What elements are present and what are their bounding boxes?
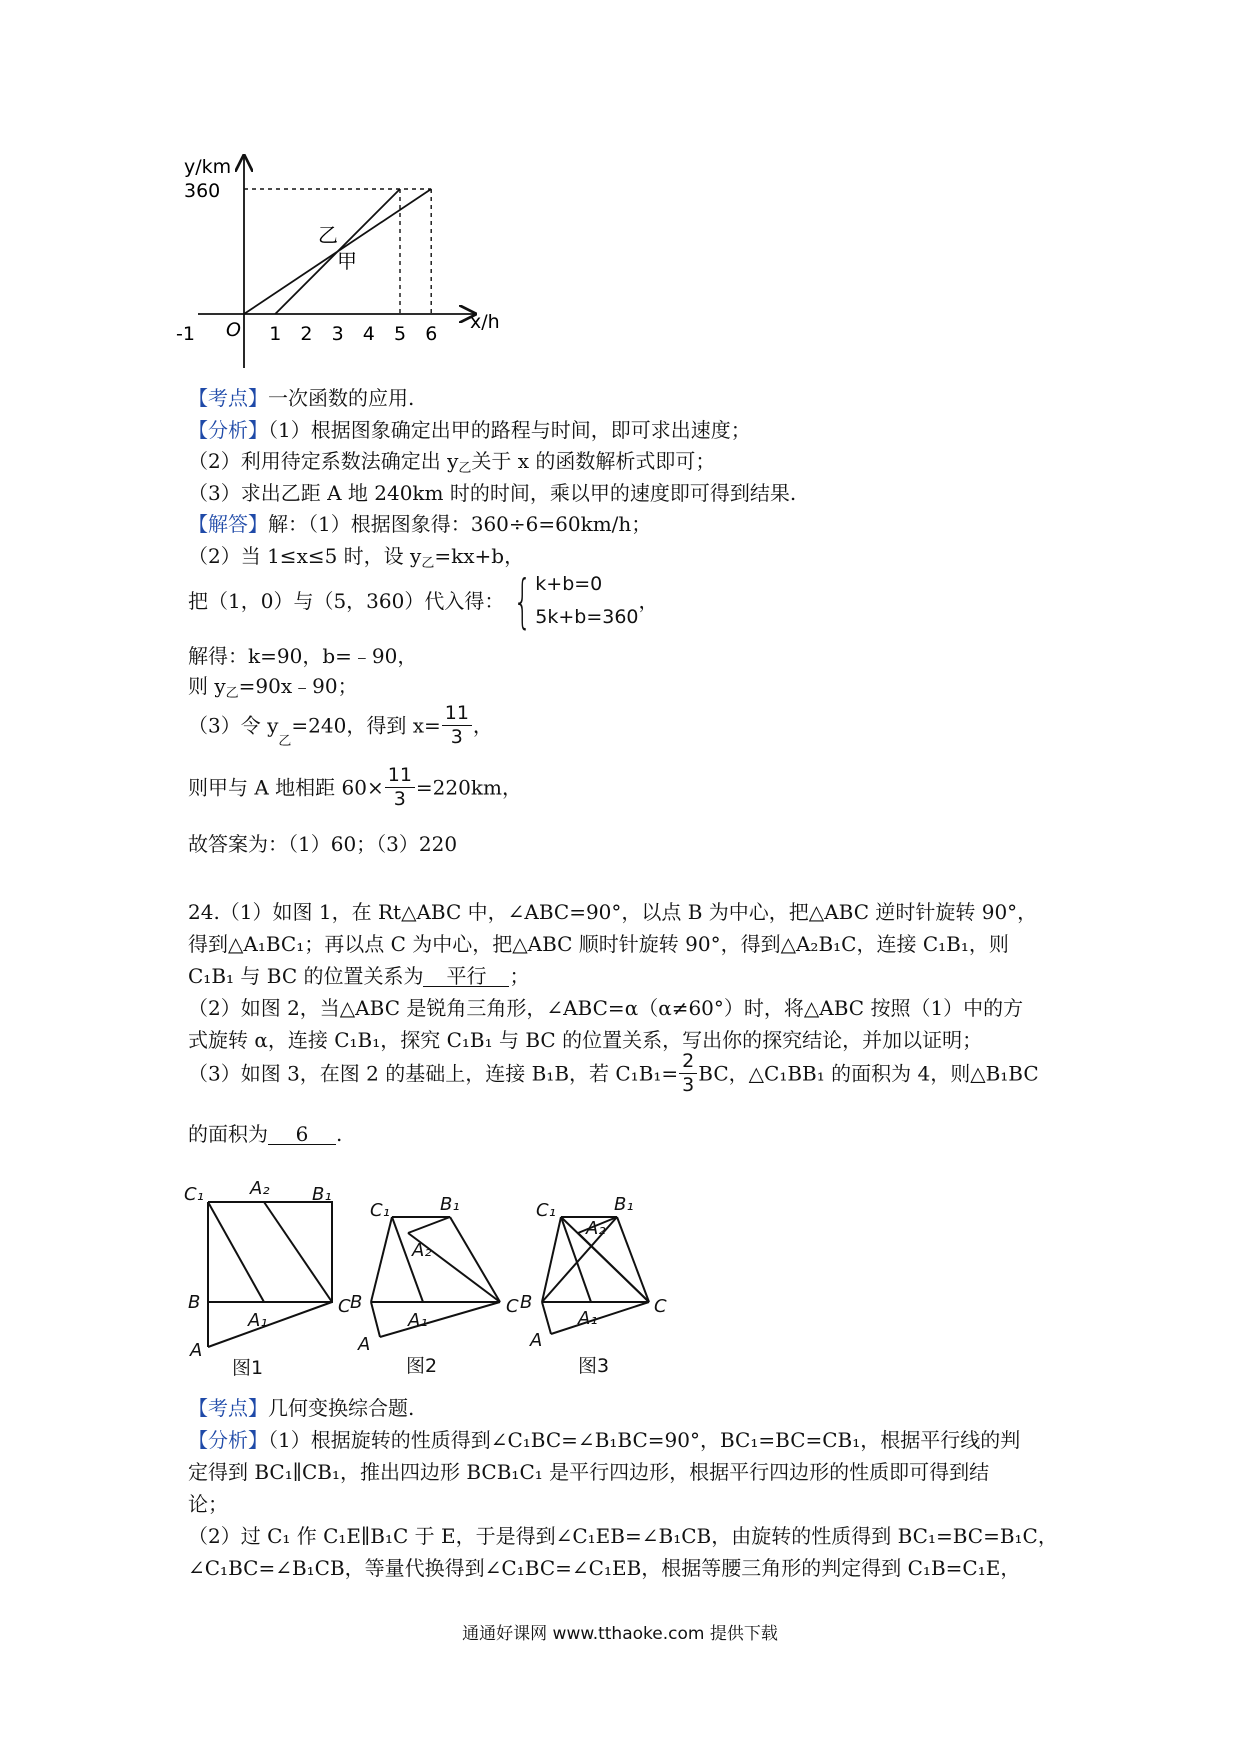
q23-distance: [188, 764, 522, 811]
fig2-label-C: C: [506, 1296, 519, 1317]
x-tick-2: 2: [300, 323, 313, 345]
equation-system: { k+b=0 5k+b=360: [513, 567, 639, 635]
fig1-caption: 图1: [232, 1357, 264, 1379]
x-tick-4: 4: [362, 323, 375, 345]
fenxi-text-1: （1）根据图象确定出甲的路程与时间，即可求出速度；: [268, 418, 751, 442]
fig3-caption: 图3: [578, 1355, 610, 1377]
y-tick-360: 360: [184, 180, 221, 202]
fig3-label-B: B: [520, 1292, 533, 1313]
fig2-label-A2: A₂: [412, 1240, 432, 1261]
q24-fenxi-3: 论；: [188, 1492, 228, 1516]
q23-fenxi-3: （3）求出乙距 A 地 240km 时的时间，乘以甲的速度即可得到结果.: [188, 481, 797, 505]
q24-fenxi-tag: 【分析】: [188, 1428, 268, 1452]
fig3-label-A1: A₁: [578, 1308, 598, 1329]
fig1-label-B1: B₁: [312, 1184, 332, 1205]
jieda-tag: 【解答】: [188, 512, 268, 536]
fenxi-2-part-b: 关于 x 的函数解析式即可；: [471, 449, 716, 473]
fig1-label-C: C: [338, 1296, 351, 1317]
x-axis-label: x/h: [470, 311, 500, 333]
distance-time-graph: [170, 150, 510, 370]
q23-solve: 解得：k=90，b=﹣90，: [188, 644, 418, 668]
jieda-2-sub: 乙: [421, 556, 435, 571]
q24-line-6-b: BC，△C₁BB₁ 的面积为 4，则△B₁BC: [698, 1061, 1039, 1086]
substitution-text: 把（1，0）与（5，360）代入得：: [188, 589, 505, 613]
fig3-label-C1: C₁: [536, 1200, 556, 1221]
fenxi-2-part-a: （2）利用待定系数法确定出 y: [188, 449, 459, 473]
series-label-yi: 乙: [318, 223, 338, 247]
then-part-a: 则 y: [188, 674, 226, 698]
q24-kaodian-text: 几何变换综合题.: [268, 1396, 415, 1420]
q24-line-3-b: ；: [509, 964, 530, 988]
distance-part-b: =220km，: [415, 775, 522, 800]
fraction-2-3: $\frac{2}{3}$: [679, 1050, 697, 1097]
y-axis-label: y/km: [184, 156, 232, 178]
page-footer: 通通好课网 www.tthaoke.com 提供下载: [462, 1624, 778, 1644]
fraction-11-3-b: $\frac{11}{3}$: [385, 764, 415, 811]
kaodian-tag: 【考点】: [188, 386, 268, 410]
x-tick-neg1: -1: [176, 323, 195, 345]
q24-fenxi-1: [188, 1430, 1020, 1450]
series-label-jia: 甲: [337, 249, 357, 273]
kaodian-text: 一次函数的应用.: [268, 386, 415, 410]
fig2-label-B1: B₁: [440, 1194, 460, 1215]
q24-line-3: [188, 966, 529, 987]
step3-part-a: （3）令 y: [188, 713, 279, 738]
q24-line-4: （2）如图 2，当△ABC 是锐角三角形，∠ABC=α（α≠60°）时，将△ABC 按照（1）中的方: [188, 996, 1024, 1020]
answer-blank-area: 6: [268, 1124, 336, 1145]
fig3-label-A2: A₂: [586, 1218, 606, 1239]
x-tick-3: 3: [331, 323, 344, 345]
jieda-text-1: 解：（1）根据图象得：360÷6=60km/h；: [268, 512, 652, 536]
q24-fenxi-2: 定得到 BC₁∥CB₁，推出四边形 BCB₁C₁ 是平行四边形，根据平行四边形的性质即可得到结: [188, 1460, 990, 1484]
q24-line-7-a: 的面积为: [188, 1122, 268, 1146]
q24-kaodian: [188, 1398, 414, 1418]
q24-line-6-a: （3）如图 3，在图 2 的基础上，连接 B₁B，若 C₁B₁=: [188, 1061, 679, 1086]
fig2-label-B: B: [350, 1292, 363, 1313]
x-tick-6: 6: [425, 323, 438, 345]
q23-jieda-1: [188, 514, 651, 534]
q24-line-7: [188, 1124, 342, 1145]
fig2-label-A1: A₁: [408, 1310, 428, 1331]
fig1-label-B: B: [188, 1292, 201, 1313]
x-tick-1: 1: [269, 323, 282, 345]
fenxi-2-sub: 乙: [458, 461, 472, 476]
fig1-label-A1: A₁: [248, 1310, 268, 1331]
step3-part-b: =240，得到 x=: [291, 713, 441, 738]
figure-1: [208, 1202, 332, 1347]
q23-substitution: [188, 568, 659, 634]
q24-line-1: 24.（1）如图 1，在 Rt△ABC 中，∠ABC=90°，以点 B 为中心，把△ABC 逆时针旋转 90°，: [188, 900, 1038, 924]
q24-line-6: [188, 1050, 1039, 1097]
jieda-2-part-a: （2）当 1≤x≤5 时，设 y: [188, 544, 422, 568]
fig2-caption: 图2: [406, 1355, 438, 1377]
q24-fenxi-text-1: （1）根据旋转的性质得到∠C₁BC=∠B₁BC=90°，BC₁=BC=CB₁，根据平行线的判: [268, 1428, 1021, 1452]
fig1-label-A: A: [190, 1340, 203, 1361]
then-sub: 乙: [225, 686, 239, 701]
fraction-11-3: $\frac{11}{3}$: [442, 702, 472, 749]
q24-fenxi-4: （2）过 C₁ 作 C₁E∥B₁C 于 E，于是得到∠C₁EB=∠B₁CB，由旋转的性质得到 BC₁=BC=B₁C，: [188, 1524, 1058, 1548]
distance-part-a: 则甲与 A 地相距 60×: [188, 775, 384, 800]
q24-line-7-b: .: [336, 1122, 343, 1146]
step3-tail: ，: [472, 713, 493, 738]
fig1-label-C1: C₁: [184, 1184, 204, 1205]
fig3-label-C: C: [654, 1296, 667, 1317]
q24-fenxi-5: ∠C₁BC=∠B₁CB，等量代换得到∠C₁BC=∠C₁EB，根据等腰三角形的判定得到 C₁B=C₁E，: [188, 1556, 1021, 1580]
fig1-label-A2: A₂: [250, 1178, 270, 1199]
equation-2: 5k+b=360: [535, 606, 639, 628]
equation-1: k+b=0: [535, 573, 603, 595]
q24-line-2: 得到△A₁BC₁；再以点 C 为中心，把△ABC 顺时针旋转 90°，得到△A₂B₁C，连接 C₁B₁，则: [188, 932, 1009, 956]
q23-then: [188, 676, 358, 700]
q23-jieda-2: [188, 546, 524, 570]
geometry-figures: [180, 1160, 720, 1390]
answer-blank-parallel: 平行: [423, 966, 509, 987]
q24-kaodian-tag: 【考点】: [188, 1396, 268, 1420]
jieda-2-part-b: =kx+b，: [434, 544, 525, 568]
q24-line-5: 式旋转 α，连接 C₁B₁，探究 C₁B₁ 与 BC 的位置关系，写出你的探究结论，并加以证明；: [188, 1028, 983, 1052]
fig2-label-A: A: [358, 1334, 371, 1355]
q23-answer: 故答案为：（1）60；（3）220: [188, 832, 458, 856]
figure-2: [371, 1217, 500, 1337]
q23-fenxi-1: [188, 420, 751, 440]
fig2-label-C1: C₁: [370, 1200, 390, 1221]
q23-step3: [188, 702, 493, 749]
x-tick-5: 5: [394, 323, 407, 345]
substitution-tail: ，: [638, 589, 659, 613]
fig3-label-B1: B₁: [614, 1194, 634, 1215]
then-part-b: =90x﹣90；: [238, 674, 358, 698]
step3-sub: 乙: [278, 734, 292, 749]
q23-fenxi-2: [188, 451, 715, 475]
origin-label: O: [226, 319, 241, 341]
q23-kaodian: [188, 388, 414, 408]
q24-line-3-a: C₁B₁ 与 BC 的位置关系为: [188, 964, 424, 988]
fig3-label-A: A: [530, 1330, 543, 1351]
fenxi-tag: 【分析】: [188, 418, 268, 442]
